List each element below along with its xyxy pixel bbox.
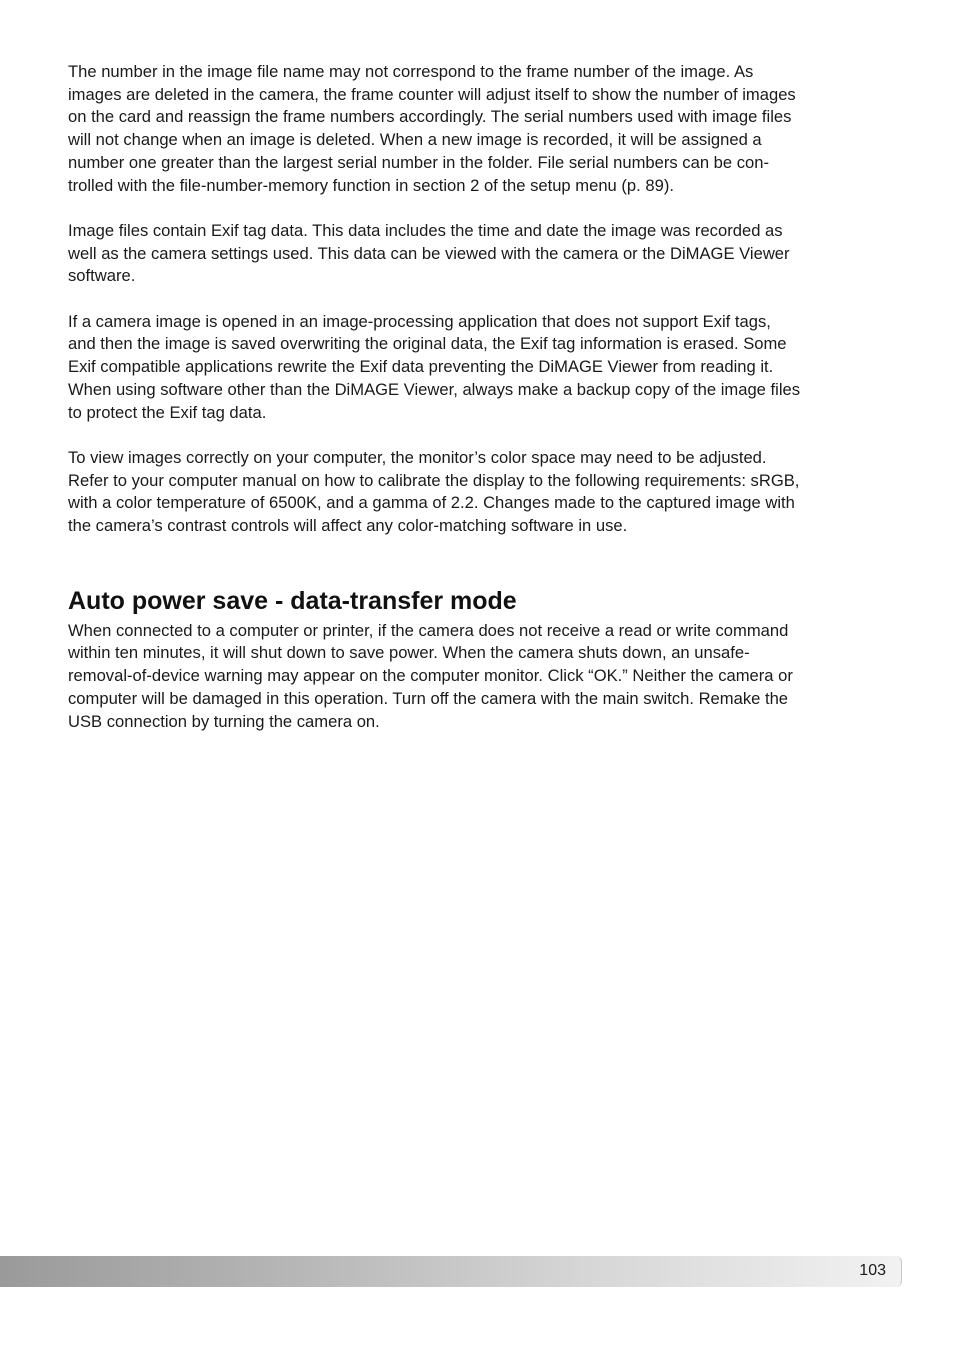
- paragraph-auto-power-save: When connected to a computer or printer, if the camera does not receive a read or write command within ten minutes, it will shut down to save power. When the camera shuts down, an unsafe- removal-of-device warning may appear on the computer monitor. Click “OK.” Neither the camera or computer will be damaged in this operation. Turn off the camera with the main switch. Remake the USB connection by turning the camera on.: [68, 620, 793, 731]
- page-content: [68, 61, 898, 756]
- section-heading: Auto power save - data-transfer mode: [68, 586, 517, 615]
- paragraph-color-space: To view images correctly on your computer, the monitor’s color space may need to be adjusted. Refer to your computer manual on how to calibrate the display to the following requirements: sRGB, with a color temperature of 6500K, and a gamma of 2.2. Changes made to the captured image with the camera’s contrast controls will affect any color-matching software in use.: [68, 447, 800, 536]
- paragraph-exif-warning: If a camera image is opened in an image-processing application that does not support Exif tags, and then the image is saved overwriting the original data, the Exif tag information is erased. Some Exif compatible applications rewrite the Exif data preventing the DiMAGE Viewer from reading it. When using software other than the DiMAGE Viewer, always make a backup copy of the image files to protect the Exif tag data.: [68, 311, 801, 422]
- paragraph-file-numbering: The number in the image file name may not correspond to the frame number of the image. As images are deleted in the camera, the frame counter will adjust itself to show the number of images on the card and reassign the frame numbers accordingly. The serial numbers used with image files will not change when an image is deleted. When a new image is recorded, it will be assigned a number one greater than the largest serial number in the folder. File serial numbers can be con- trolled with the file-number-memory function in section 2 of the setup menu (p. 89).: [68, 62, 796, 195]
- page-number: 103: [859, 1262, 886, 1279]
- footer-bar: [0, 1256, 902, 1287]
- paragraph-exif-data: Image files contain Exif tag data. This data includes the time and date the image was recorded as well as the camera settings used. This data can be viewed with the camera or the DiMAGE Viewer software.: [68, 220, 790, 286]
